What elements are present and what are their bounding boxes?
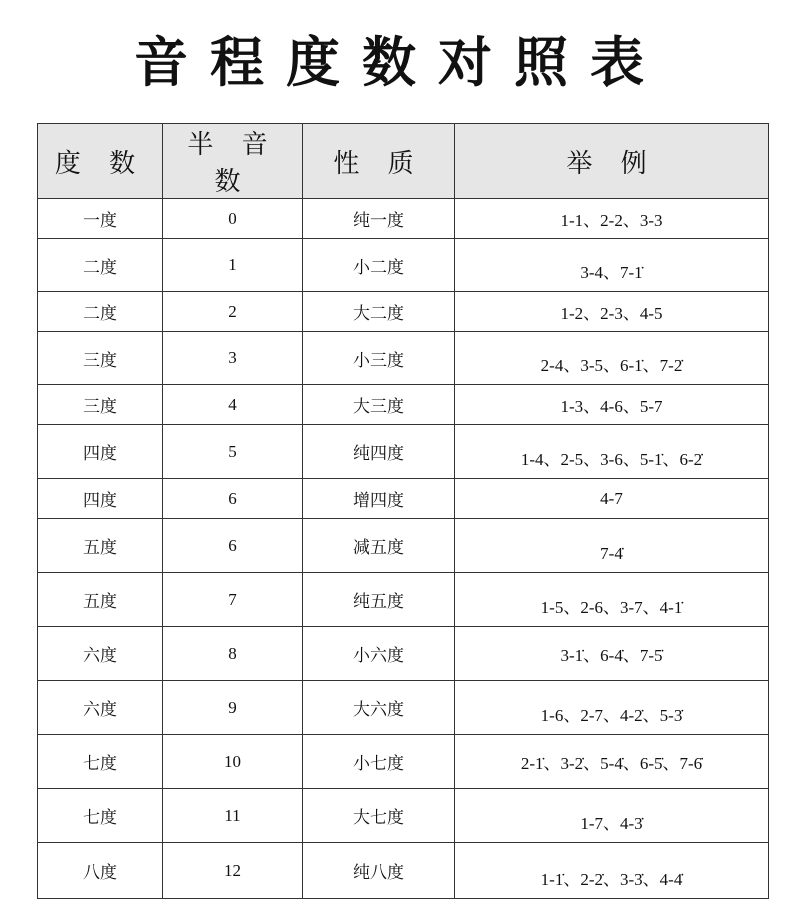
degree-cell: 六度 [38, 627, 163, 681]
semitones-cell: 6 [163, 479, 303, 519]
semitones-cell: 9 [163, 681, 303, 735]
table-header-row [38, 124, 769, 199]
semitones-cell: 11 [163, 789, 303, 843]
table-row [38, 479, 769, 519]
degree-cell: 四度 [38, 425, 163, 479]
example-cell: 1-5、2-6、3-7、4-1̇ [455, 573, 769, 627]
semitones-cell: 0 [163, 199, 303, 239]
example-cell: 7-4̇ [455, 519, 769, 573]
example-cell: 3-4、7-1̇ [455, 239, 769, 292]
degree-cell: 七度 [38, 789, 163, 843]
example-cell: 1-1̇、2-2̇、3-3̇、4-4̇ [455, 843, 769, 899]
table-row [38, 425, 769, 479]
interval-table [37, 123, 769, 899]
table-row [38, 789, 769, 843]
semitones-cell: 8 [163, 627, 303, 681]
degree-cell: 二度 [38, 239, 163, 292]
quality-cell: 大三度 [303, 385, 455, 425]
table-row [38, 239, 769, 292]
semitones-cell: 6 [163, 519, 303, 573]
example-cell: 4-7 [455, 479, 769, 519]
example-cell: 1-3、4-6、5-7 [455, 385, 769, 425]
quality-cell: 小七度 [303, 735, 455, 789]
degree-cell: 一度 [38, 199, 163, 239]
quality-cell: 大二度 [303, 292, 455, 332]
example-cell: 1-7、4-3̇ [455, 789, 769, 843]
semitones-cell: 12 [163, 843, 303, 899]
semitones-cell: 2 [163, 292, 303, 332]
quality-cell: 纯五度 [303, 573, 455, 627]
header-quality: 性 质 [303, 124, 455, 199]
quality-cell: 大六度 [303, 681, 455, 735]
example-cell: 1-1、2-2、3-3 [455, 199, 769, 239]
header-example: 举 例 [455, 124, 769, 199]
semitones-cell: 5 [163, 425, 303, 479]
page-title: 音程度数对照表 [134, 31, 666, 94]
quality-cell: 纯四度 [303, 425, 455, 479]
table-row [38, 199, 769, 239]
semitones-cell: 3 [163, 332, 303, 385]
quality-cell: 小二度 [303, 239, 455, 292]
semitones-cell: 10 [163, 735, 303, 789]
quality-cell: 小六度 [303, 627, 455, 681]
degree-cell: 二度 [38, 292, 163, 332]
quality-cell: 大七度 [303, 789, 455, 843]
table-row [38, 681, 769, 735]
table-row [38, 332, 769, 385]
semitones-cell: 7 [163, 573, 303, 627]
semitones-cell: 1 [163, 239, 303, 292]
header-degree: 度 数 [38, 124, 163, 199]
quality-cell: 增四度 [303, 479, 455, 519]
table-body [38, 199, 769, 899]
degree-cell: 五度 [38, 573, 163, 627]
example-cell: 2-1̇、3-2̇、5-4̇、6-5̇、7-6̇ [455, 735, 769, 789]
quality-cell: 小三度 [303, 332, 455, 385]
table-row [38, 627, 769, 681]
table-row [38, 843, 769, 899]
table-row [38, 385, 769, 425]
table-row [38, 292, 769, 332]
example-cell: 3-1̇、6-4̇、7-5̇ [455, 627, 769, 681]
degree-cell: 五度 [38, 519, 163, 573]
table-row [38, 573, 769, 627]
degree-cell: 七度 [38, 735, 163, 789]
semitones-cell: 4 [163, 385, 303, 425]
table-row [38, 519, 769, 573]
degree-cell: 六度 [38, 681, 163, 735]
table-row [38, 735, 769, 789]
example-cell: 1-4、2-5、3-6、5-1̇、6-2̇ [455, 425, 769, 479]
quality-cell: 纯八度 [303, 843, 455, 899]
degree-cell: 三度 [38, 332, 163, 385]
example-cell: 1-2、2-3、4-5 [455, 292, 769, 332]
example-cell: 2-4、3-5、6-1̇、7-2̇ [455, 332, 769, 385]
degree-cell: 八度 [38, 843, 163, 899]
degree-cell: 四度 [38, 479, 163, 519]
degree-cell: 三度 [38, 385, 163, 425]
quality-cell: 纯一度 [303, 199, 455, 239]
example-cell: 1-6、2-7、4-2̇、5-3̇ [455, 681, 769, 735]
header-semitones: 半 音 数 [163, 124, 303, 199]
quality-cell: 减五度 [303, 519, 455, 573]
